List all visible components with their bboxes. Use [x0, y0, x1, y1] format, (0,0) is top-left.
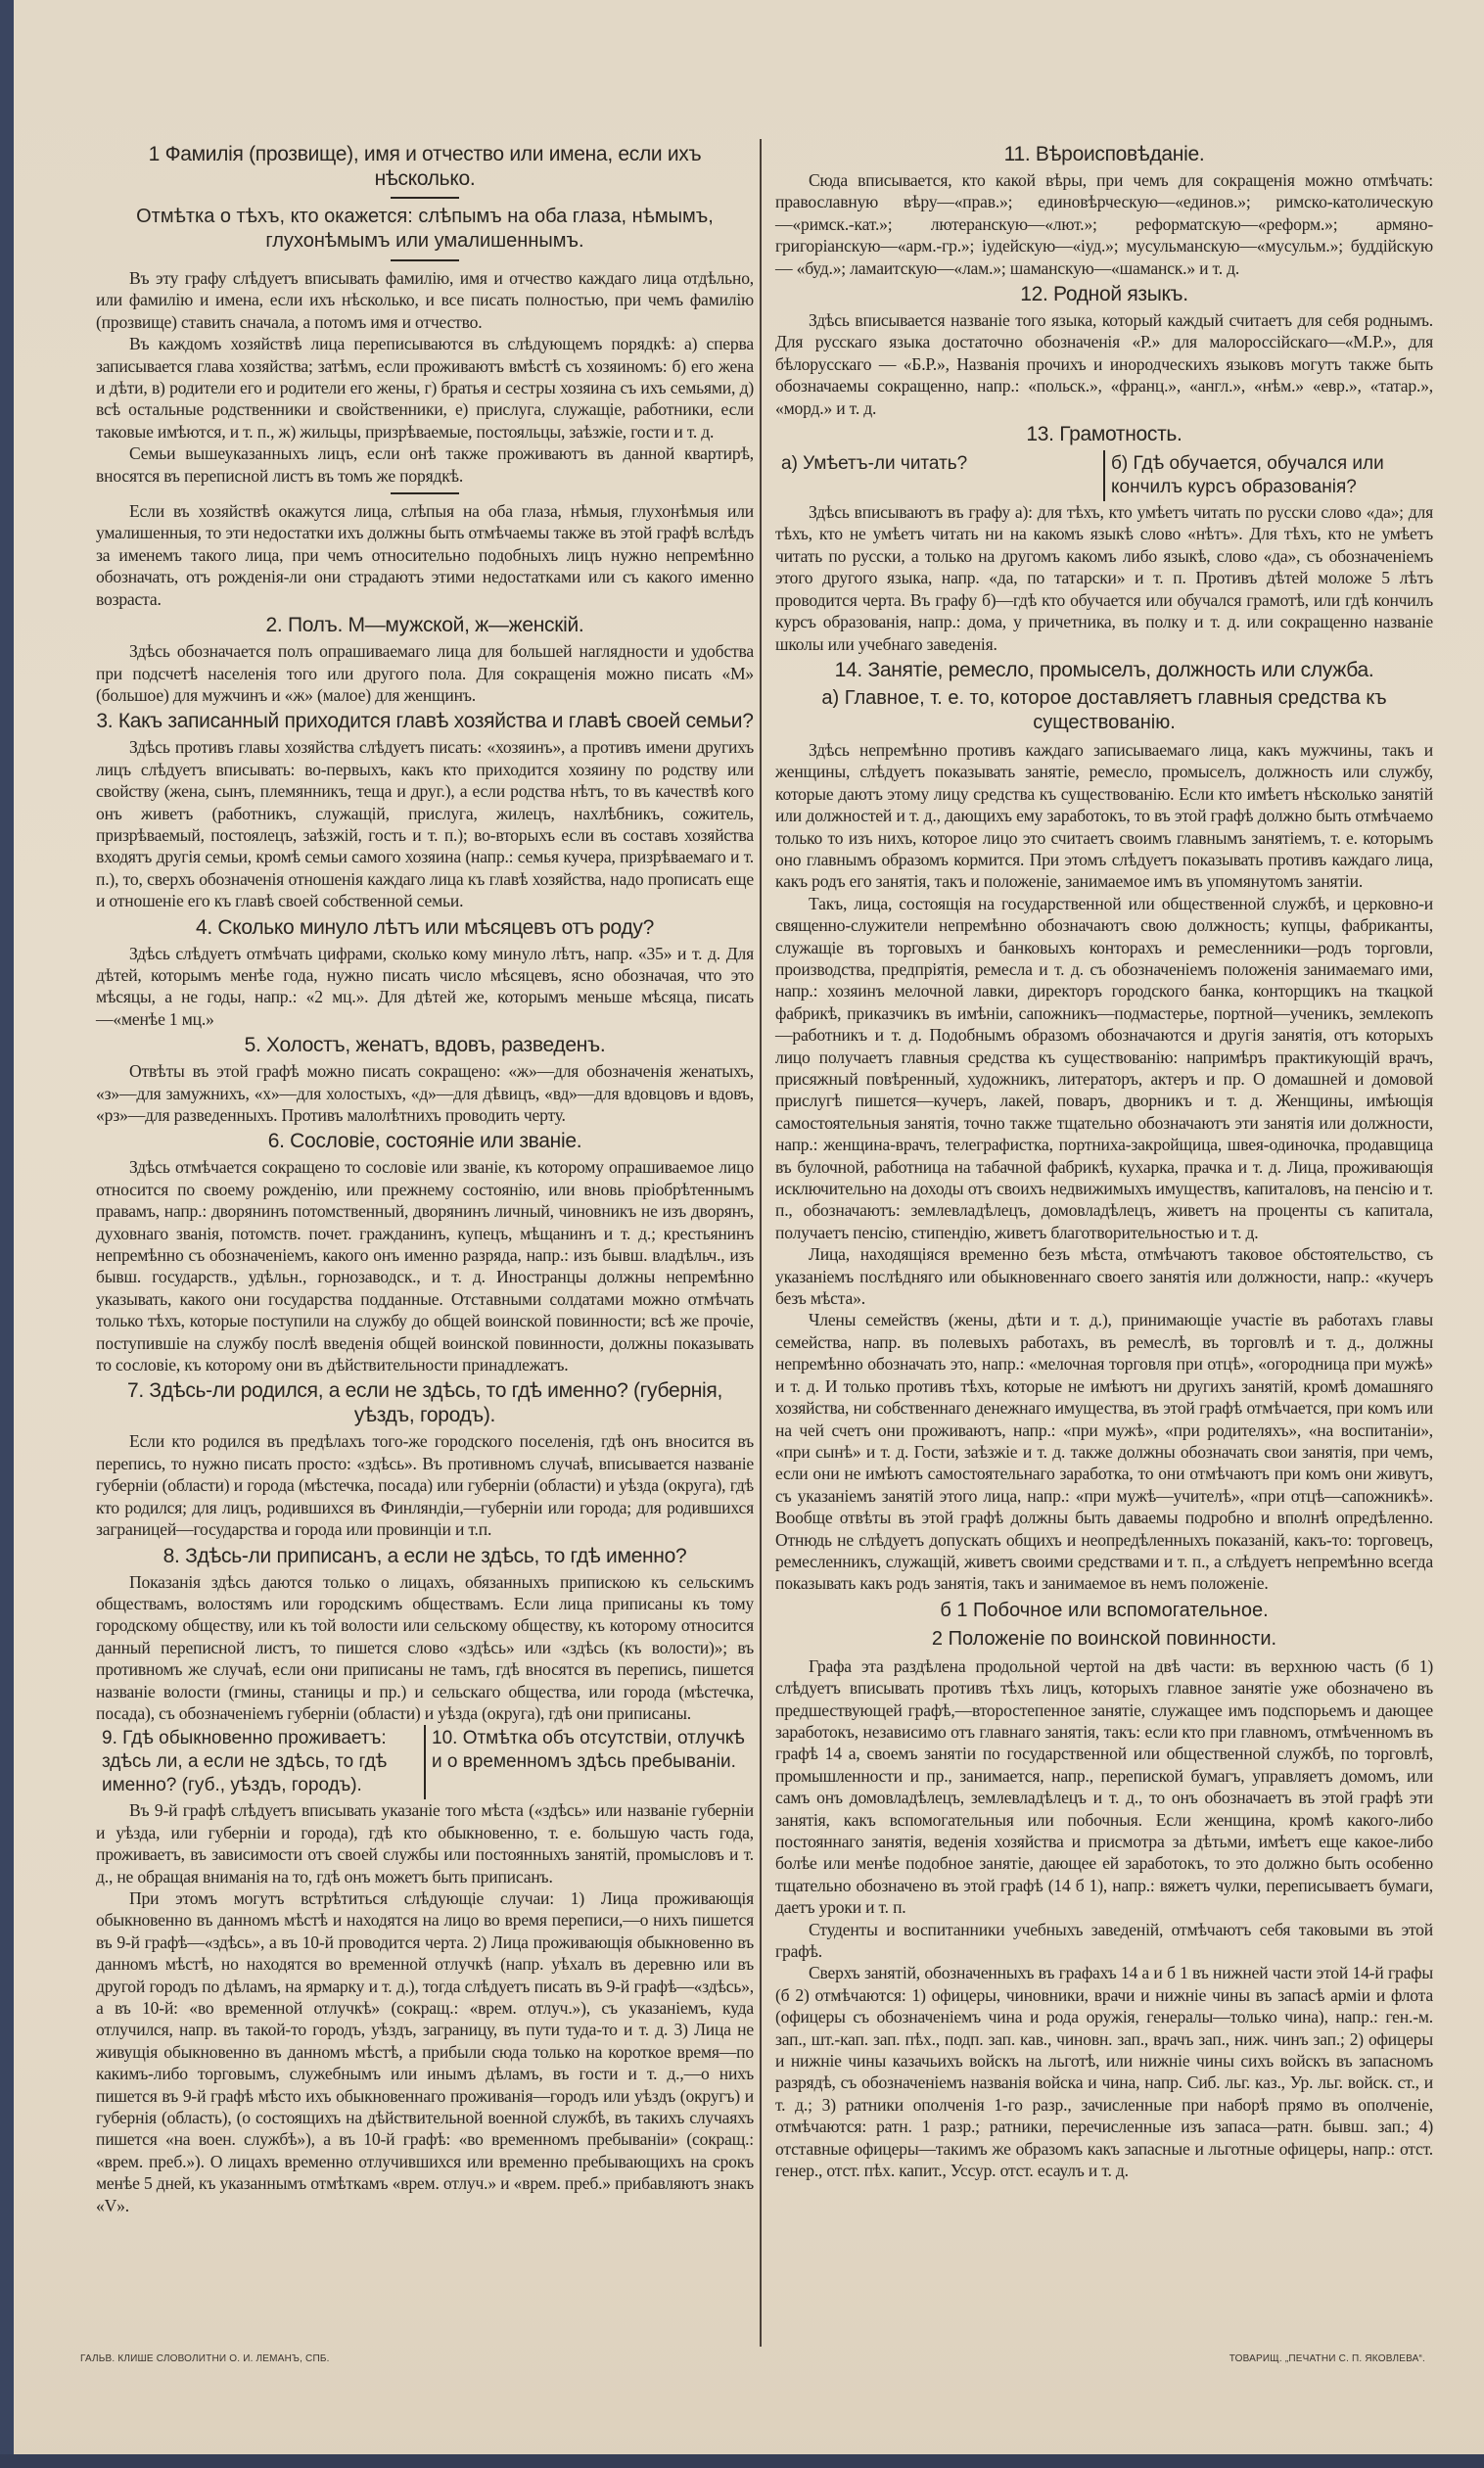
paragraph: Здѣсь противъ главы хозяйства слѣдуетъ писать: «хозяинъ», а противъ имени другихъ лицъ слѣдуетъ вписывать: во-первыхъ, какъ кто приходится хозяину по родству или свойству (жена, сынъ, племянникъ, теща и друг.), а если родства нѣтъ, то въ качествѣ кого онъ живетъ (работникъ, служащій, прислуга, жилецъ, нахлѣбникъ, сожитель, призрѣваемый, постоялецъ, заѣзжій, гость и т. п.); во-вторыхъ если въ составъ хозяйства входятъ другія семьи, кромѣ семьи самого хозяина (напр.: семья кучера, призрѣваемаго и т. п.), то, сверхъ обозначенія отношенія каждаго лица къ главѣ хозяйства, надо прописать еще и отношеніе его къ главѣ своей собственной семьи. — [96, 737, 754, 911]
paragraph: Сюда вписывается, кто какой вѣры, при чемъ для сокращенія можно отмѣчать: православную вѣру—«прав.»; единовѣрческую—«единов.»; римско-католическую—«римск.-кат.»; лютеранскую—«лют.»; реформатскую—«реформ.»; армяно-григоріанскую—«арм.-гр.»; іудейскую—«іуд.»; мусульманскую—«мусульм.»; буддійскую — «буд.»; ламаитскую—«лам.»; шаманскую—«шаманск.» и т. д. — [775, 170, 1433, 278]
scan-edge-bottom — [0, 2454, 1484, 2468]
paragraph: Семьи вышеуказанныхъ лицъ, если онѣ также проживаютъ въ данной квартирѣ, вносятся въ переписной листъ въ томъ же порядкѣ. — [96, 443, 754, 486]
paragraph: Сверхъ занятій, обозначенныхъ въ графахъ 14 а и б 1 въ нижней части этой 14-й графы (б 2) отмѣчаются: 1) офицеры, чиновники, врачи и нижніе чины въ запасѣ арміи и флота (офицеры съ обозначеніемъ чина и рода оружія, генералы—только чина), напр.: ген.-м. зап., шт.-кап. зап. пѣх., подп. зап. кав., чиновн. зап., врачъ зап., ниж. чинъ зап.; 2) офицеры и нижніе чины казачьихъ войскъ на льготѣ, или нижніе чины сихъ войскъ въ запасномъ разрядѣ, съ обозначеніемъ названія войска и чина, напр. Сиб. льг. каз., Ур. льг. войск. ст., и т. д.; 3) ратники ополченія 1-го разр., зачисленные при наборѣ прямо въ ополченіе, отмѣчаются: ратн. 1 разр.; ратники, перечисленные изъ запаса—ратн. бывш. зап.; 4) отставные офицеры—такимъ же образомъ какъ запасные и льготные офицеры, напр.: отст. генер., отст. пѣх. капит., Уссур. отст. есаулъ и т. д. — [775, 1963, 1433, 2181]
separator-rule — [391, 259, 459, 261]
separator-rule — [391, 197, 459, 199]
paragraph: Здѣсь непремѣнно противъ каждаго записываемаго лица, какъ мужчины, такъ и женщины, слѣдуетъ показывать занятіе, ремесло, промыселъ, должность или службу, которые даютъ этому лицу средства къ существованію. Если кто имѣетъ нѣсколько занятій или должностей и т. д., дающихъ ему заработокъ, то въ этой графѣ должно быть отмѣчаемо только то изъ нихъ, которое лицо это считаетъ своимъ главнымъ занятіемъ, т. е. которымъ оно главнымъ образомъ кормится. При этомъ слѣдуетъ показывать противъ каждаго лица, какъ родъ его занятія, такъ и положеніе, занимаемое имъ въ упомянутомъ занятіи. — [775, 739, 1433, 892]
paragraph: Здѣсь слѣдуетъ отмѣчать цифрами, сколько кому минуло лѣтъ, напр. «35» и т. д. Для дѣтей, которымъ менѣе года, нужно писать число мѣсяцевъ, ясно обозначая, что это мѣсяцы, а не годы, напр.: «2 мц.». Для дѣтей же, которымъ меньше мѣсяца, писать—«менѣе 1 мц.» — [96, 943, 754, 1029]
section-subheading: а) Главное, т. е. то, которое доставляетъ главныя средства къ существованію. — [821, 686, 1387, 733]
column-divider — [760, 139, 762, 2347]
section-heading: 10. Отмѣтка объ отсутствіи, отлучкѣ и о временномъ здѣсь пребываніи. — [432, 1728, 745, 1773]
separator-rule — [391, 492, 459, 494]
paragraph: Въ каждомъ хозяйствѣ лица переписываются въ слѣдующемъ порядкѣ: а) сперва записывается глава хозяйства; затѣмъ, если проживаютъ вмѣстѣ съ хозяиномъ: б) его жена и дѣти, в) родители его и родители его жены, г) братья и сестры хозяина съ ихъ семьями, д) всѣ остальные родственники и свойственники, е) прислуга, служащіе, работники, если таковые имѣются, и т. п., ж) жильцы, призрѣваемые, постояльцы, заѣзжіе, гости и т. д. — [96, 334, 754, 442]
paragraph: Здѣсь обозначается полъ опрашиваемаго лица для большей наглядности и удобства при подсчетѣ населенія того или другого пола. Для сокращенія можно писать «М» (большое) для мужчинъ и «ж» (малое) для женщинъ. — [96, 641, 754, 705]
section-heading: 4. Сколько минуло лѣтъ или мѣсяцевъ отъ роду? — [195, 915, 655, 939]
paragraph: Лица, находящіяся временно безъ мѣста, отмѣчаютъ таковое обстоятельство, съ указаніемъ послѣдняго или обыкновеннаго своего занятія или должности, напр.: «кучеръ безъ мѣста». — [775, 1244, 1433, 1309]
paragraph: Такъ, лица, состоящія на государственной или общественной службѣ, и церковно-и священно-служители непремѣнно обозначаютъ свою должность; купцы, фабриканты, служащіе въ торговыхъ и банковыхъ конторахъ и ремесленники—родъ торговли, производства, предпріятія, ремесла и т. д. съ обозначеніемъ положенія занимаемаго ими, напр.: хозяинъ мелочной лавки, директоръ городского банка, конторщикъ на ткацкой фабрикѣ, приказчикъ въ имѣніи, сапожникъ—подмастерье, портной—ученикъ, землекопъ—работникъ и т. д. Подобнымъ образомъ обозначаются и другія занятія, отъ которыхъ лицо получаетъ главныя средства къ существованію: напримѣръ практикующій врачъ, присяжный повѣренный, художникъ, литераторъ, актеръ и пр. О домашней и домовой прислугѣ пишется—кучеръ, лакей, поваръ, дворникъ и т. д. Женщины, имѣющія самостоятельныя занятія, точно также тщательно обозначаютъ эти занятія или должности, напр.: женщина-врачъ, телеграфистка, портниха-закройщица, швея-одиночка, продавщица въ булочной, работница на табачной фабрикѣ, кухарка, прачка и т. д. Лица, проживающія исключительно на доходы отъ своихъ недвижимыхъ имуществъ, капиталовъ, на пенсію и т. п., обозначаютъ: землевладѣлецъ, домовладѣлецъ, живетъ на проценты съ капитала, получаетъ пенсію, стипендію, живетъ благотворительностью и т. д. — [775, 893, 1433, 1242]
printer-credit-right: ТОВАРИЩ. „ПЕЧАТНИ С. П. ЯКОВЛЕВА“. — [1229, 2353, 1425, 2364]
paragraph: Если въ хозяйствѣ окажутся лица, слѣпыя на оба глаза, нѣмыя, глухонѣмыя или умалишенныя, то эти недостатки ихъ должны быть отмѣчаемы также въ этой графѣ вслѣдъ за именемъ такого лица, при чемъ относительно подобныхъ лицъ нужно непремѣнно обозначать, отъ рожденія-ли они страдаютъ этими недостатками или съ какого именно возраста. — [96, 501, 754, 609]
printer-credit-left: ГАЛЬВ. КЛИШЕ СЛОВОЛИТНИ О. И. ЛЕМАНЪ, СПБ. — [80, 2353, 330, 2364]
section-heading: б) Гдѣ обучается, обучался или кончилъ курсъ образованія? — [1111, 453, 1384, 498]
paragraph: Студенты и воспитанники учебныхъ заведеній, отмѣчаютъ себя таковыми въ этой графѣ. — [775, 1919, 1433, 1962]
section-subheading: Отмѣтка о тѣхъ, кто окажется: слѣпымъ на оба глаза, нѣмымъ, глухонѣмымъ или умалишеннымъ. — [136, 206, 714, 252]
section-subheading: б 1 Побочное или вспомогательное. — [940, 1599, 1269, 1621]
section-heading: 2. Полъ. М—мужской, ж—женскій. — [265, 614, 584, 637]
section-heading: 9. Гдѣ обыкновенно проживаетъ: здѣсь ли, а если не здѣсь, то гдѣ именно? (губ., уѣздъ, городъ). — [96, 1725, 426, 1799]
section-heading: 6. Сословіе, состояніе или званіе. — [267, 1130, 582, 1153]
paragraph: Отвѣты въ этой графѣ можно писать сокращено: «ж»—для обозначенія женатыхъ, «з»—для замужнихъ, «х»—для холостыхъ, «д»—для дѣвицъ, «вд»—для вдовцовъ и вдовъ, «рз»—для разведенныхъ. Противъ малолѣтнихъ проводить черту. — [96, 1061, 754, 1125]
paragraph: Показанія здѣсь даются только о лицахъ, обязанныхъ припискою къ сельскимъ обществамъ, волостямъ или городскимъ обществамъ. Если лица приписаны къ тому городскому обществу, или къ той волости или сельскому обществу, къ которому относится данный переписной листъ, то пишется слово «здѣсь» или «здѣсь (къ волости)»; въ противномъ же случаѣ, если они приписаны не тамъ, гдѣ вносятся въ перепись, пишется названіе волости (гмины, станицы и пр.) и сельскаго общества, или города (мѣстечка, посада), съ обозначеніемъ губерніи (области) и уѣзда (округа), гдѣ они приписаны. — [96, 1571, 754, 1723]
section-heading: 8. Здѣсь-ли приписанъ, а если не здѣсь, то гдѣ именно? — [162, 1544, 687, 1567]
paragraph: Члены семействъ (жены, дѣти и т. д.), принимающіе участіе въ работахъ главы семейства, напр. въ полевыхъ работахъ, въ ремеслѣ, въ торговлѣ и т. д., должны непремѣнно обозначать это, напр.: «мелочная торговля при отцѣ», «огородница при мужѣ» и т. д. И только противъ тѣхъ, которые не имѣютъ ни другихъ занятій, кромѣ домашняго хозяйства, ни собственнаго денежнаго имущества, въ этой графѣ отмѣчается, при комъ или на чей счетъ они проживаютъ, напр.: «при мужѣ», «при родителяхъ», «на воспитаніи», «при сынѣ» и т. д. Гости, заѣзжіе и т. д. также должны обозначать свои занятія, при чемъ, если они не имѣютъ самостоятельнаго заработка, то они отмѣчаютъ при комъ они живутъ, съ указаніемъ занятій этого лица, напр.: «при мужѣ—учителѣ», «при отцѣ—сапожникѣ». Вообще отвѣты въ этой графѣ должны быть даваемы подробно и вполнѣ опредѣленно. Отнюдь не слѣдуетъ допускать общихъ и неопредѣленныхъ показаній, какъ-то: торговецъ, ремесленникъ, служащій, живетъ своими средствами и т. п., а слѣдуетъ непремѣнно всегда показывать какъ родъ занятія, такъ и занимаемое въ немъ положеніе. — [775, 1310, 1433, 1594]
paragraph: Графа эта раздѣлена продольной чертой на двѣ части: въ верхнюю часть (б 1) слѣдуетъ вписывать противъ тѣхъ лицъ, которыхъ главное занятіе уже обозначено въ предшествующей графѣ,—второстепенное занятіе, служащее имъ подспорьемъ и дающее заработокъ, независимо отъ главнаго занятія, такъ: если кто при главномъ, отмѣченномъ въ графѣ 14 а, своемъ занятіи по государственной или общественной службѣ, по торговлѣ, промышленности и пр., занимается, напр., перепиской бумагъ, управляетъ домомъ, или самъ онъ домовладѣлецъ, землевладѣлецъ и т. д., то онъ обозначаетъ въ этой графѣ эти занятія, какъ вспомогательныя или побочныя. Если женщина, кромѣ какого-либо постояннаго занятія, веденія хозяйства и присмотра за дѣтьми, имѣетъ еще какое-либо болѣе или менѣе подобное занятіе, дающее ей заработокъ, то это должно быть особенно тщательно обозначено въ этой графѣ (14 б 1), напр.: вяжетъ чулки, переписываетъ бумаги, даетъ уроки и т. п. — [775, 1655, 1433, 1918]
section-heading: 11. Вѣроисповѣданіе. — [1003, 143, 1205, 165]
scan-edge-left — [0, 0, 14, 2468]
paired-headings — [96, 1724, 754, 1799]
right-column — [775, 139, 1433, 2182]
paired-headings — [775, 449, 1433, 501]
paragraph: Если кто родился въ предѣлахъ того-же городского поселенія, гдѣ онъ вносится въ перепись, то нужно писать просто: «здѣсь». Въ противномъ случаѣ, вписывается названіе губерніи (области) и города (мѣстечка, посада) или губерніи (области) и уѣзда (округа), гдѣ кто родился; для лицъ, родившихся въ Финляндіи,—губерніи или города; для родившихся заграницей—государства и города или провинціи и т.п. — [96, 1431, 754, 1540]
section-heading: 7. Здѣсь-ли родился, а если не здѣсь, то гдѣ именно? (губернія, уѣздъ, городъ). — [126, 1379, 722, 1427]
paragraph: Въ 9-й графѣ слѣдуетъ вписывать указаніе того мѣста («здѣсь» или названіе губерніи и уѣзда, или губерніи и города), гдѣ кто обыкновенно, т. е. большую часть года, проживаетъ, въ зависимости отъ своей службы или постоянныхъ занятій, промысловъ и т. д., не обращая вниманія на то, гдѣ онъ можетъ быть приписанъ. — [96, 1800, 754, 1886]
section-subheading: 2 Положеніе по воинской повинности. — [931, 1627, 1277, 1650]
paragraph: Въ эту графу слѣдуетъ вписывать фамилію, имя и отчество каждаго лица отдѣльно, или фамилію и имена, если ихъ нѣсколько, и все писать полностью, при чемъ фамилію (прозвище) ставить сначала, а потомъ имя и отчество. — [96, 268, 754, 332]
section-heading: 1 Фамилія (прозвище), имя и отчество или имена, если ихъ нѣсколько. — [148, 143, 702, 190]
section-heading: а) Умѣетъ-ли читать? — [775, 450, 1105, 501]
section-heading: 13. Грамотность. — [1026, 423, 1183, 446]
left-column — [96, 139, 754, 2216]
paragraph: При этомъ могутъ встрѣтиться слѣдующіе случаи: 1) Лица проживающія обыкновенно въ данномъ мѣстѣ и находятся на лицо во время переписи,—о нихъ пишется въ 9-й графѣ—«здѣсь», а въ 10-й проводится черта. 2) Лица проживающія обыкновенно въ данномъ мѣстѣ, но находятся во временной отлучкѣ (напр. уѣхалъ въ деревню или въ другой городъ по дѣламъ, на ярмарку и т. д.), тогда слѣдуетъ писать въ 9-й графѣ—«здѣсь», а въ 10-й: «во временной отлучкѣ» (сокращ.: «врем. отлуч.»), съ указаніемъ, куда отлучился, напр. въ такой-то городъ, уѣздъ, заграницу, въ пути туда-то и т. д. 3) Лица не живущія обыкновенно въ данномъ мѣстѣ, а прибыли сюда только на короткое время—по какимъ-либо торговымъ, служебнымъ или инымъ дѣламъ, въ гости и т. д.,—о нихъ пишется въ 9-й графѣ мѣсто ихъ обыкновеннаго проживанія—городъ или уѣздъ (округъ) и губернія (область), (о состоящихъ на дѣйствительной военной службѣ, въ такихъ случаяхъ пишется «на воен. службѣ»), а въ 10-й графѣ: «во временномъ пребываніи» (сокращ.: «врем. преб.»). О лицахъ временно отлучившихся или временно пребывающихъ на срокъ менѣе 5 дней, къ указаннымъ отмѣткамъ «врем. отлуч.» и «врем. преб.» прибавляютъ знакъ «V». — [96, 1887, 754, 2215]
section-heading: 5. Холостъ, женатъ, вдовъ, разведенъ. — [244, 1034, 606, 1057]
section-heading: 12. Родной языкъ. — [1020, 283, 1188, 306]
paragraph: Здѣсь вписываютъ въ графу а): для тѣхъ, кто умѣетъ читать по русски слово «да»; для тѣхъ, кто не умѣетъ читать ни на какомъ языкѣ слово «нѣтъ». Для тѣхъ, кто не умѣетъ читать по русски, а только на другомъ какомъ либо языкѣ, слово «да», съ обозначеніемъ этого другого языка, напр. «да, по татарски» и т. п. Противъ дѣтей моложе 5 лѣтъ проводится черта. Въ графу б)—гдѣ кто обучается или обучался грамотѣ, или гдѣ кончилъ курсъ образованія, напр.: дома, у причетника, въ полку и т. д. или сокращенно названіе школы или учебнаго заведенія. — [775, 502, 1433, 654]
paragraph: Здѣсь отмѣчается сокращено то сословіе или званіе, къ которому опрашиваемое лицо относится по своему рожденію, или прежнему состоянію, или вновь пріобрѣтеннымъ правамъ, напр.: дворянинъ потомственный, дворянинъ личный, чиновникъ не изъ дворянъ, духовнаго званія, потомств. почет. гражданинъ, купецъ, мѣщанинъ и т. д.; крестьянинъ непремѣнно съ обозначеніемъ, какого онъ именно разряда, напр.: изъ бывш. владѣльч., изъ бывш. государств., удѣльн., горнозаводск., и т. д. Иностранцы должны непремѣнно указывать, какого они государства подданные. Отставными солдатами можно отмѣчать только тѣхъ, которые поступили на службу до общей воинской повинности; всѣ же прочіе, поступившіе на службу послѣ введенія общей воинской повинности, должны показывать то сословіе, къ которому они въ дѣйствительности принадлежатъ. — [96, 1157, 754, 1375]
section-heading: 3. Какъ записанный приходится главѣ хозяйства и главѣ своей семьи? — [96, 710, 754, 733]
section-heading: 14. Занятіе, ремесло, промыселъ, должность или служба. — [834, 658, 1374, 681]
paragraph: Здѣсь вписывается названіе того языка, который каждый считаетъ для себя роднымъ. Для русскаго языка достаточно обозначенія «Р.» для малороссійскаго—«М.Р.», для бѣлорусскаго — «Б.Р.», Названія прочихъ и инородческихъ языковъ могутъ также быть обозначаемы сокращенно, напр.: «польск.», «франц.», «англ.», «нѣм.» «евр.», «татар.», «морд.» и т. д. — [775, 310, 1433, 418]
